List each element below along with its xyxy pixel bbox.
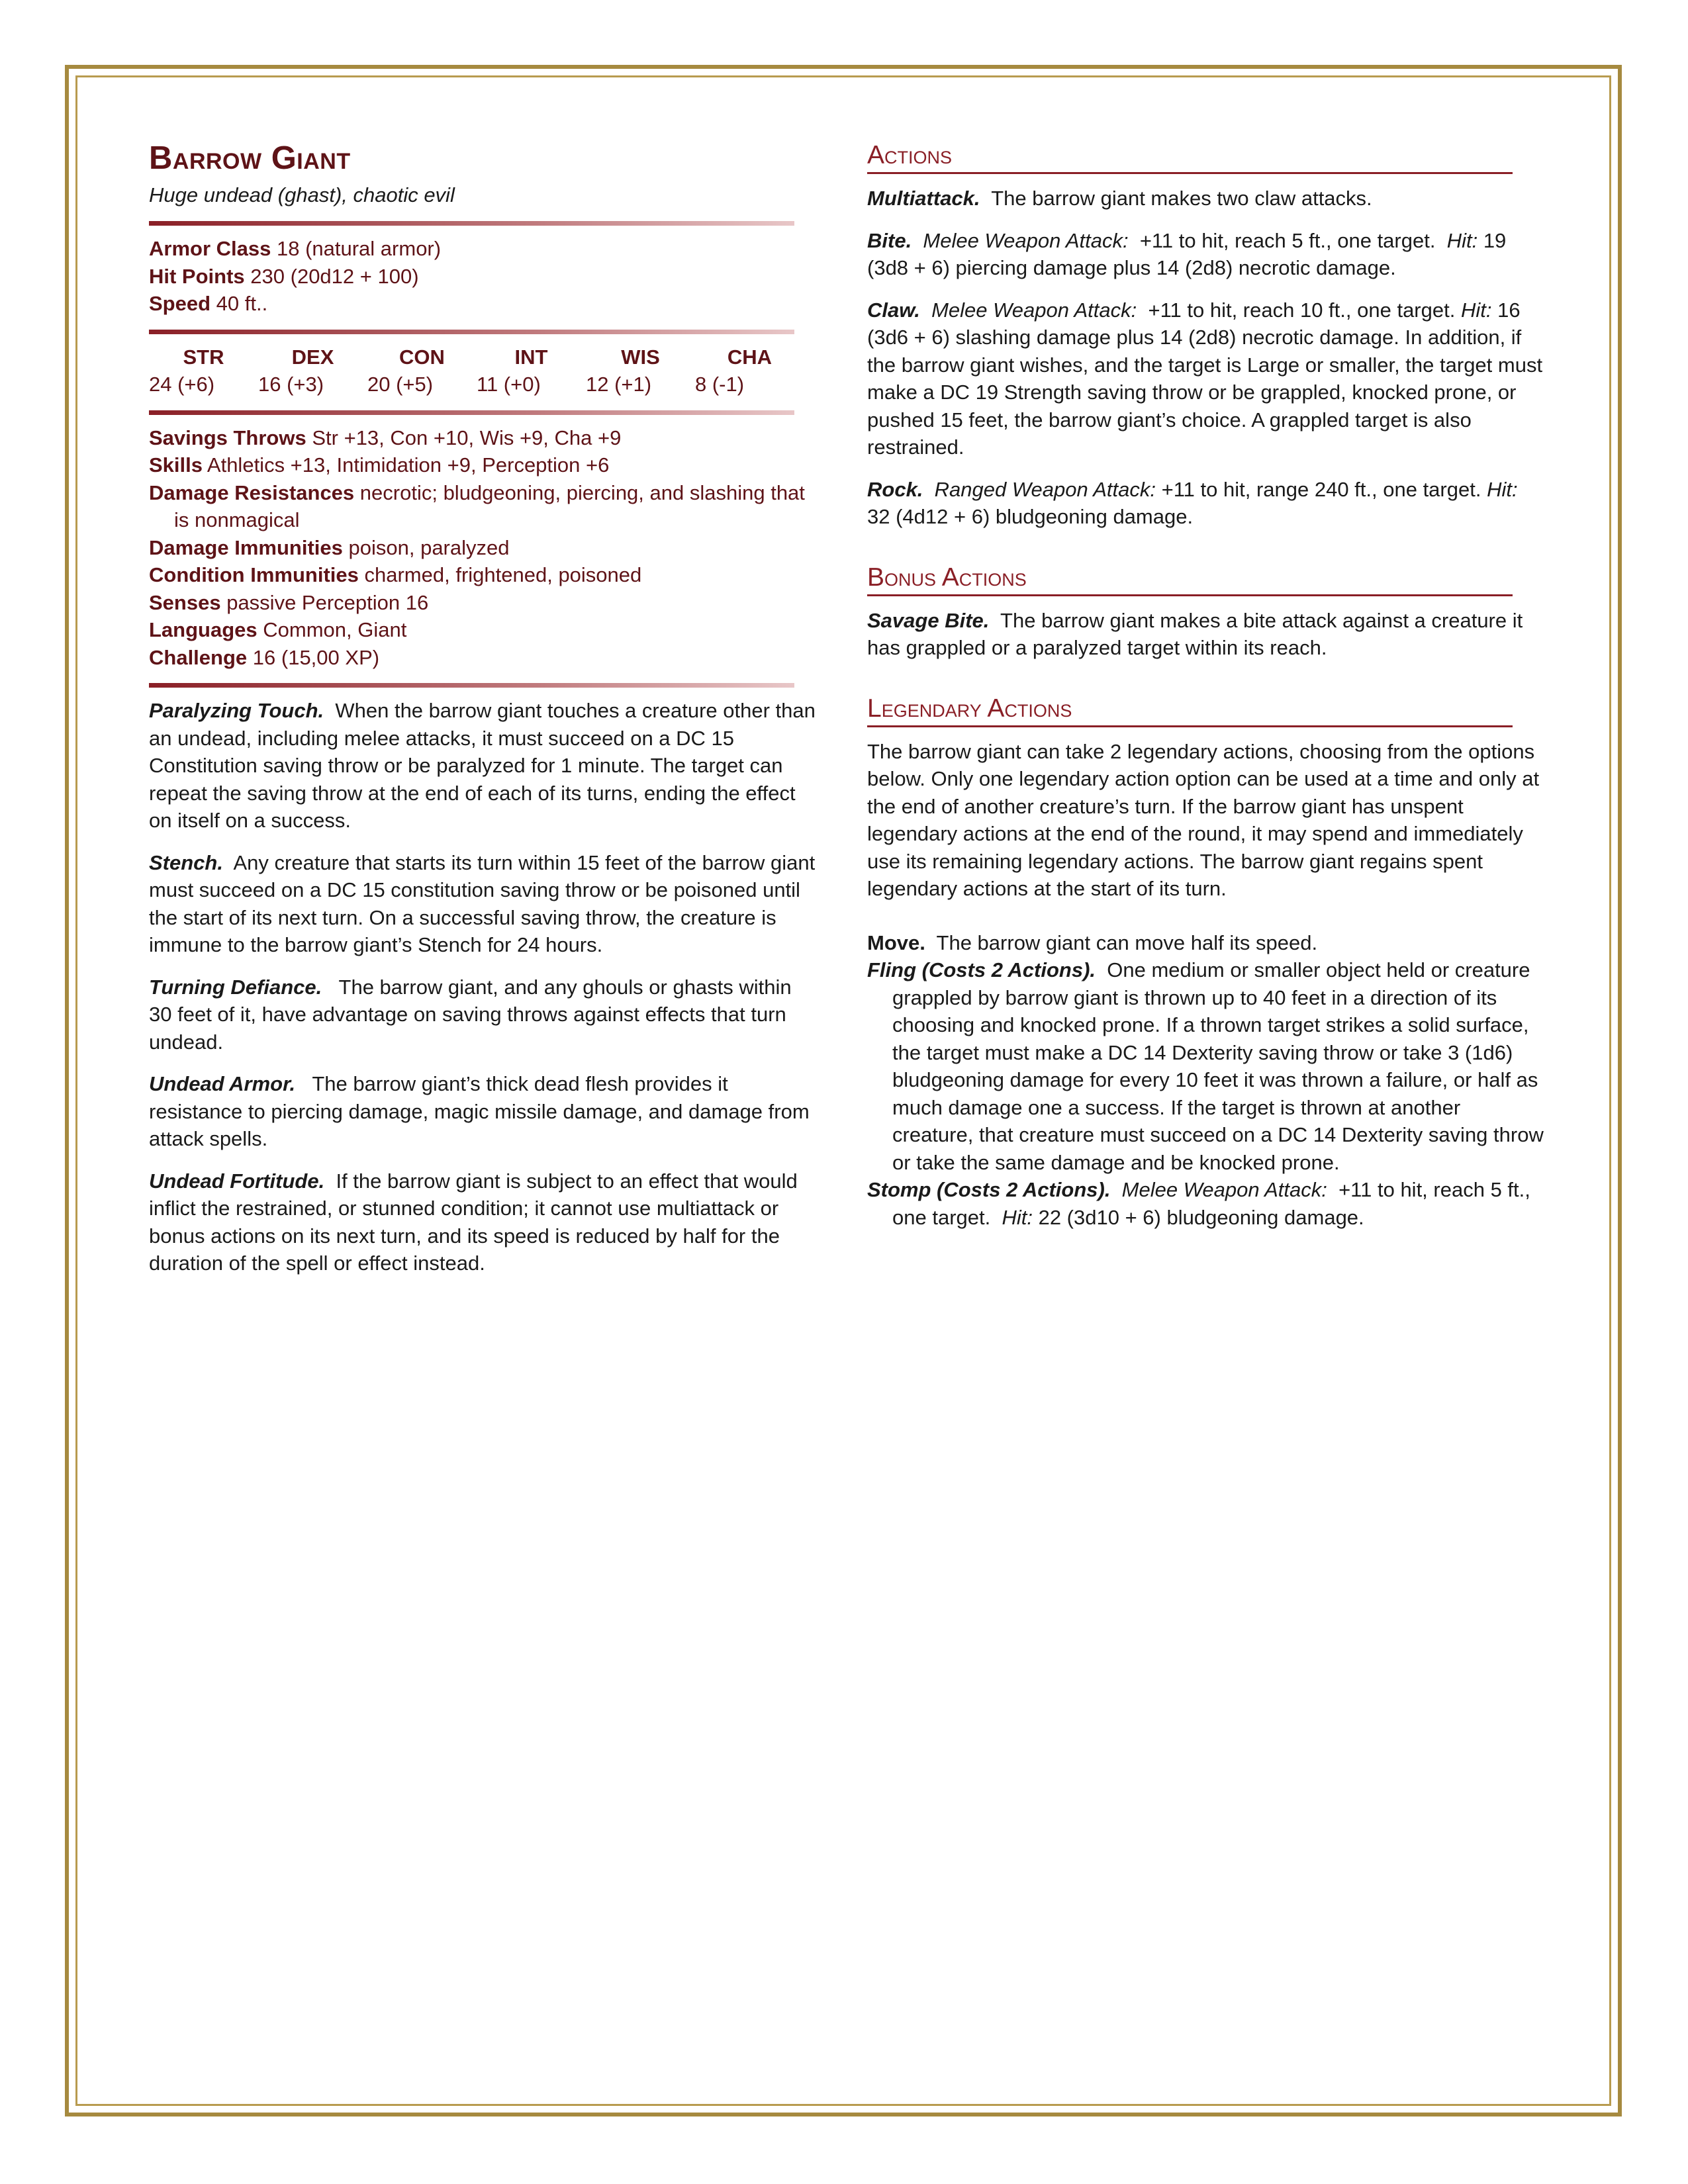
ability-scores	[149, 343, 804, 398]
ability-value: 12 (+1)	[586, 373, 652, 396]
monster-subtitle: Huge undead (ghast), chaotic evil	[149, 183, 455, 206]
spacer	[867, 545, 1546, 563]
legendary-move: Move. The barrow giant can move half its speed.	[867, 931, 1318, 954]
skills: Skills Athletics +13, Intimidation +9, Perception +6	[149, 453, 610, 477]
stat-block-right-column	[867, 140, 1546, 1231]
ability-name: DEX	[291, 345, 334, 369]
action-multiattack: Multiattack. The barrow giant makes two claw attacks.	[867, 187, 1372, 210]
armor-class: Armor Class 18 (natural armor)	[149, 237, 442, 260]
ability-value: 20 (+5)	[367, 373, 434, 396]
ability-value: 8 (-1)	[695, 373, 745, 396]
ability-name: CHA	[727, 345, 773, 369]
divider	[149, 221, 794, 226]
bonus-actions-heading: Bonus Actions	[867, 563, 1513, 596]
spacer	[867, 676, 1546, 694]
divider	[149, 330, 794, 334]
ability-value: 11 (+0)	[477, 373, 541, 396]
action-bite: Bite. Melee Weapon Attack: +11 to hit, reach 5 ft., one target. Hit: 19 (3d8 + 6) piercing damage plus 14 (2d8) necrotic damage.	[867, 228, 1507, 279]
ability-name: STR	[183, 345, 224, 369]
condition-immunities: Condition Immunities charmed, frightened, poisoned	[149, 563, 642, 586]
action-rock: Rock. Ranged Weapon Attack: +11 to hit, range 240 ft., one target. Hit: 32 (4d12 + 6) bludgeoning damage.	[867, 477, 1518, 528]
trait-turning-defiance: Turning Defiance. The barrow giant, and any ghouls or ghasts within 30 feet of it, have advantage on saving throws against effects that turn undead.	[149, 975, 792, 1054]
legendary-stomp: Stomp (Costs 2 Actions). Melee Weapon Attack: +11 to hit, reach 5 ft., one target. Hit: 22 (3d10 + 6) bludgeoning damage.	[867, 1178, 1530, 1229]
trait-undead-fortitude: Undead Fortitude. If the barrow giant is subject to an effect that would inflict the restrained, or stunned condition; it cannot use multiattack or bonus actions on its next turn, and its speed is reduced by half for the duration of the spell or effect instead.	[149, 1169, 798, 1275]
hit-points: Hit Points 230 (20d12 + 100)	[149, 264, 419, 288]
divider	[149, 683, 794, 688]
action-claw: Claw. Melee Weapon Attack: +11 to hit, reach 10 ft., one target. Hit: 16 (3d6 + 6) slashing damage plus 14 (2d8) necrotic damage. In addition, if the barrow giant wishes, and the target is Large or smaller, the target must make a DC 19 Strength saving throw or be grappled, knocked prone, or pushed 15 feet, the barrow giant’s choice. A grappled target is also restrained.	[867, 298, 1543, 459]
speed: Speed 40 ft..	[149, 292, 268, 315]
ability-value: 16 (+3)	[258, 373, 324, 396]
trait-stench: Stench. Any creature that starts its turn within 15 feet of the barrow giant must succeed on a DC 15 constitution saving throw or be poisoned until the start of its next turn. On a successful saving throw, the creature is immune to the barrow giant’s Stench for 24 hours.	[149, 850, 816, 956]
ability-name: INT	[514, 345, 548, 369]
bonus-action-savage-bite: Savage Bite. The barrow giant makes a bite attack against a creature it has grappled or a paralyzed target within its reach.	[867, 608, 1523, 659]
ability-name: CON	[399, 345, 445, 369]
senses: Senses passive Perception 16	[149, 590, 429, 614]
saving-throws: Savings Throws Str +13, Con +10, Wis +9, Cha +9	[149, 426, 622, 449]
actions-heading: Actions	[867, 140, 1513, 174]
challenge: Challenge 16 (15,00 XP)	[149, 645, 380, 669]
legendary-actions-heading: Legendary Actions	[867, 694, 1513, 727]
ability-name: WIS	[621, 345, 660, 369]
legendary-fling: Fling (Costs 2 Actions). One medium or smaller object held or creature grappled by barrow giant is thrown up to 40 feet in a direction of its choosing and knocked prone. If a thrown target strikes a solid surface, the target must make a DC 14 Dexterity saving throw or take 3 (1d6) bludgeoning damage for every 10 feet it was thrown a failure, or half as much damage one a success. If the target is thrown at another creature, that creature must succeed on a DC 14 Dexterity saving throw or take the same damage and be knocked prone.	[867, 958, 1544, 1174]
trait-undead-armor: Undead Armor. The barrow giant’s thick dead flesh provides it resistance to piercing damage, magic missile damage, and damage from attack spells.	[149, 1072, 810, 1150]
divider	[149, 410, 794, 415]
legendary-actions-intro: The barrow giant can take 2 legendary actions, choosing from the options below. Only one legendary action option can be used at a time and only at the end of another creature’s turn. If the barrow giant has unspent legendary actions at the end of the round, it may spend and immediately use its remaining legendary actions. The barrow giant regains spent legendary actions at the start of its turn.	[867, 739, 1540, 900]
monster-name: Barrow Giant	[149, 140, 351, 176]
languages: Languages Common, Giant	[149, 618, 407, 641]
trait-paralyzing-touch: Paralyzing Touch. When the barrow giant touches a creature other than an undead, including melee attacks, it must succeed on a DC 15 Constitution saving throw or be paralyzed for 1 minute. The target can repeat the saving throw at the end of each of its turns, ending the effect on itself on a success.	[149, 699, 816, 832]
damage-resistances: Damage Resistances necrotic; bludgeoning, piercing, and slashing that is nonmagical	[149, 480, 805, 531]
stat-block-left-column	[149, 140, 818, 1292]
damage-immunities: Damage Immunities poison, paralyzed	[149, 535, 510, 559]
ability-value: 24 (+6)	[149, 373, 215, 396]
